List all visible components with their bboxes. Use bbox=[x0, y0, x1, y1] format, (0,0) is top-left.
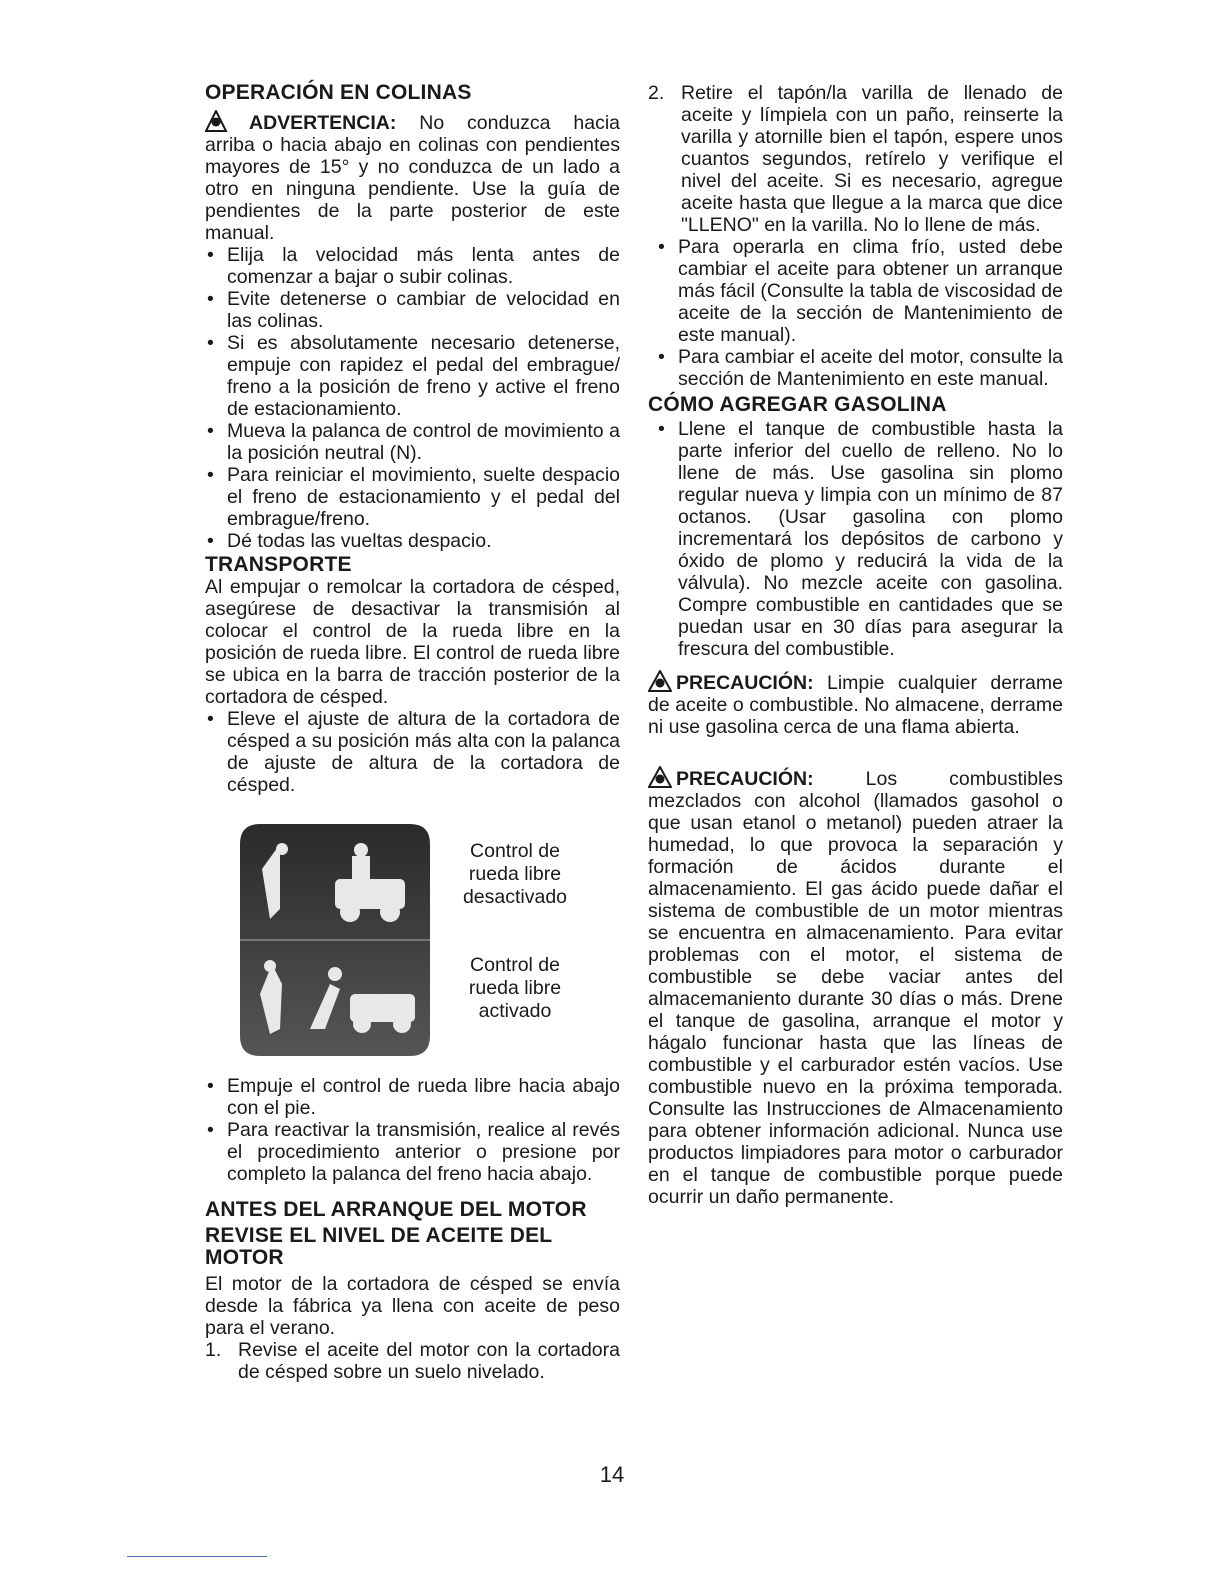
transport-bullet-list bbox=[205, 708, 620, 796]
caption-freewheel-off: Control de rueda libre desactivado bbox=[462, 840, 568, 908]
bullet-dot: • bbox=[207, 244, 214, 266]
warning-text: No conduzca hacia arriba o hacia abajo en colinas con pendientes mayores de 15° y no conduzca de un lado a otro en ninguna pendiente. Use la guía de pendientes de la parte posterior de este manual. bbox=[205, 112, 621, 244]
bullet-dot: • bbox=[207, 530, 214, 552]
oil-steps-left bbox=[205, 1339, 620, 1383]
freewheel-illustration bbox=[240, 824, 430, 1056]
list-item: • Mueva la palanca de control de movimiento a la posición neutral (N). bbox=[207, 420, 620, 464]
caution-fuel-storage bbox=[648, 766, 1063, 1208]
caution-text: Limpie cualquier derrame de aceite o combustible. No almacene, derrame ni use gasolina cerca de una flama abierta. bbox=[648, 672, 1063, 738]
list-item: • Empuje el control de rueda libre hacia abajo con el pie. bbox=[207, 1075, 620, 1119]
bullet-dot: • bbox=[207, 420, 214, 442]
list-item: • Evite detenerse o cambiar de velocidad en las colinas. bbox=[207, 288, 620, 332]
warning-triangle-icon bbox=[205, 110, 245, 132]
right-column bbox=[648, 82, 1063, 1208]
warning-triangle-icon bbox=[648, 766, 672, 788]
after-figure-bullet-list bbox=[205, 1075, 620, 1185]
heading-hills: OPERACIÓN EN COLINAS bbox=[205, 81, 472, 104]
oil-paragraph: El motor de la cortadora de césped se envía desde la fábrica ya llena con aceite de peso para el verano. bbox=[205, 1273, 620, 1339]
fuel-bullet-list bbox=[648, 418, 1063, 660]
left-column bbox=[205, 82, 620, 1383]
warning-triangle-icon bbox=[648, 670, 672, 692]
warning-label: ADVERTENCIA: bbox=[249, 112, 397, 134]
heading-before-start: ANTES DEL ARRANQUE DEL MOTOR bbox=[205, 1198, 587, 1221]
oil-steps-right bbox=[648, 82, 1063, 236]
heading-oil-level: REVISE EL NIVEL DE ACEITE DEL MOTOR bbox=[205, 1224, 552, 1269]
bullet-dot: • bbox=[658, 346, 665, 368]
list-item: • Dé todas las vueltas despacio. bbox=[207, 530, 492, 552]
list-item: • Eleve el ajuste de altura de la cortadora de césped a su posición más alta con la palanca de ajuste de altura de la cortadora de césped. bbox=[207, 708, 620, 796]
oil-bullet-list bbox=[648, 236, 1063, 390]
caption-freewheel-on: Control de rueda libre activado bbox=[468, 954, 562, 1022]
heading-transport: TRANSPORTE bbox=[205, 553, 352, 576]
list-item: • Para cambiar el aceite del motor, consulte la sección de Mantenimiento en este manual. bbox=[658, 346, 1063, 390]
hills-warning bbox=[205, 110, 620, 244]
freewheel-figure bbox=[205, 824, 620, 1059]
caution-text: Los combustibles mezclados con alcohol (llamados gasohol o que usan etanol o metanol) pueden atraer la humedad, lo que provoca la separación y formación de ácidos durante el almacenamiento. El gas ácido puede dañar el sistema de combustible de un motor mientras se encuentra en almacenamiento. Para evitar problemas con el motor, el sistema de combustible se debe vaciar antes del almacemaniento durante 30 días o más. Drene el tanque de gasolina, arranque el motor y hágalo funcionar hasta que las líneas de combustible y el carburador estén vacíos. Use combustible nuevo en la próxima temporada. Consulte las Instrucciones de Almacenamiento para obtener información adicional. Nunca use productos limpiadores para motor o carburador en el tanque de combustible porque puede ocurrir un daño permanente. bbox=[648, 768, 1063, 1208]
list-item: • Para reiniciar el movimiento, suelte despacio el freno de estacionamiento y el pedal del embrague/freno. bbox=[207, 464, 620, 530]
caution-label: PRECAUCIÓN: bbox=[676, 768, 814, 790]
transport-paragraph: Al empujar o remolcar la cortadora de césped, asegúrese de desactivar la transmisión al colocar el control de la rueda libre en la posición de rueda libre. El control de rueda libre se ubica en la barra de tracción posterior de la cortadora de césped. bbox=[205, 576, 620, 708]
page-number: 14 bbox=[599, 1462, 625, 1487]
list-item: • Elija la velocidad más lenta antes de comenzar a bajar o subir colinas. bbox=[207, 244, 620, 288]
bullet-dot: • bbox=[207, 332, 214, 354]
list-item: • Llene el tanque de combustible hasta la parte inferior del cuello de relleno. No lo llene de más. Use gasolina sin plomo regular nueva y limpia con un mínimo de 87 octanos. (Usar gasolina con plomo incrementará los depósitos de carbono y óxido de plomo y reducirá la vida de la válvula). No mezcle aceite con gasolina. Compre combustible en cantidades que se puedan usar en 30 días para asegurar la frescura del combustible. bbox=[658, 418, 1063, 660]
footer-divider bbox=[127, 1556, 267, 1557]
list-item: • Si es absolutamente necesario detenerse, empuje con rapidez el pedal del embrague/ freno a la posición de freno y active el freno de estacionamiento. bbox=[207, 332, 620, 420]
list-item: 2. Retire el tapón/la varilla de llenado de aceite y límpiela con un paño, reinserte la varilla y atornille bien el tapón, espere unos cuantos segundos, retírelo y verifique el nivel del aceite. Si es necesario, agregue aceite hasta que llegue a la marca que dice "LLENO" en la varilla. No lo llene de más. bbox=[648, 82, 1063, 236]
bullet-dot: • bbox=[658, 236, 665, 258]
list-item: • Para operarla en clima frío, usted debe cambiar el aceite para obtener un arranque más fácil (Consulte la tabla de viscosidad de aceite de la sección de Mantenimiento de este manual). bbox=[658, 236, 1063, 346]
bullet-dot: • bbox=[207, 464, 214, 486]
list-item: • Para reactivar la transmisión, realice al revés el procedimiento anterior o presione por completo la palanca del freno hacia abajo. bbox=[207, 1119, 620, 1185]
bullet-dot: • bbox=[207, 708, 214, 730]
list-item: 1. Revise el aceite del motor con la cortadora de césped sobre un suelo nivelado. bbox=[205, 1339, 620, 1383]
hill-bullet-list bbox=[205, 244, 620, 552]
bullet-dot: • bbox=[207, 1075, 214, 1097]
caution-spill bbox=[648, 670, 1063, 738]
bullet-dot: • bbox=[658, 418, 665, 440]
bullet-dot: • bbox=[207, 288, 214, 310]
heading-fuel: CÓMO AGREGAR GASOLINA bbox=[648, 393, 947, 416]
bullet-dot: • bbox=[207, 1119, 214, 1141]
caution-label: PRECAUCIÓN: bbox=[676, 672, 814, 694]
